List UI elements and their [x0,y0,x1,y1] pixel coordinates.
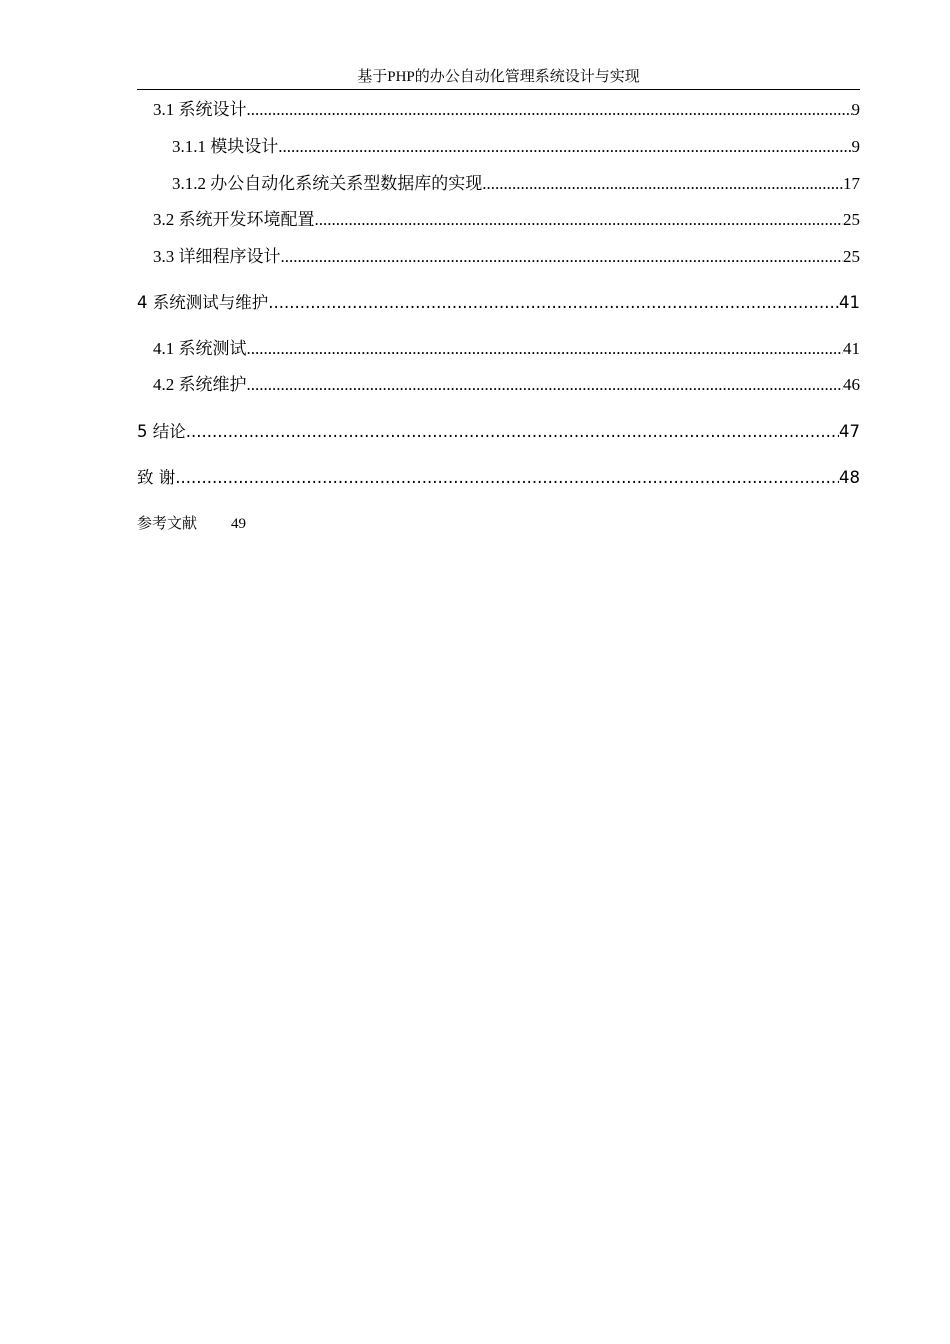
toc-entry-label: 参考文献 [137,516,198,532]
toc-leader-dots [247,337,844,361]
toc-page-number: 47 [839,422,860,441]
toc-page-number: 46 [843,375,860,394]
toc-leader-dots [278,135,851,159]
toc-entry-label: 5 结论 [137,422,186,441]
toc-page-number: 48 [839,468,860,487]
toc-leader-dots [247,98,852,122]
toc-entry-4-2[interactable] [153,373,860,397]
toc-entry-label: 3.1 系统设计 [153,100,247,119]
toc-page-number: 9 [851,100,860,119]
toc-page-number: 9 [851,137,860,156]
toc-entry-3-3[interactable] [153,245,860,269]
toc-entry-label: 4 系统测试与维护 [137,293,269,312]
toc-entry-3-2[interactable] [153,208,860,232]
toc-leader-dots [315,208,844,232]
toc-entry-4-1[interactable] [153,337,860,361]
toc-page-number: 41 [839,293,860,312]
toc-entry-label: 3.1.2 办公自动化系统关系型数据库的实现 [172,174,483,193]
toc-page-number: 49 [231,516,247,532]
toc-page-number: 41 [843,339,860,358]
toc-entry-label: 4.1 系统测试 [153,339,247,358]
toc-entry-label: 3.1.1 模块设计 [172,137,279,156]
toc-leader-dots [281,245,844,269]
toc-leader-dots [482,172,843,196]
toc-entry-3-1-2[interactable] [172,172,860,196]
toc-entry-3-1[interactable] [153,98,860,122]
toc-entry-label: 3.3 详细程序设计 [153,247,281,266]
toc-page-number: 25 [843,210,860,229]
toc-page-number: 25 [843,247,860,266]
toc-entry-references[interactable] [137,513,246,535]
running-header: 基于PHP的办公自动化管理系统设计与实现 [357,69,640,85]
toc-leader-dots [247,373,844,397]
toc-entry-label: 致 谢 [137,468,176,487]
toc-entry-4[interactable] [137,291,860,315]
toc-entry-label: 3.2 系统开发环境配置 [153,210,315,229]
toc-page-number: 17 [843,174,860,193]
toc-leader-dots [268,291,839,315]
toc-entry-acknowledgements[interactable] [137,466,860,490]
toc-leader-dots [175,466,839,490]
toc-entry-5[interactable] [137,420,860,444]
toc-entry-3-1-1[interactable] [172,135,860,159]
header-rule [137,89,860,90]
toc-entry-label: 4.2 系统维护 [153,375,247,394]
toc-leader-dots [186,420,839,444]
